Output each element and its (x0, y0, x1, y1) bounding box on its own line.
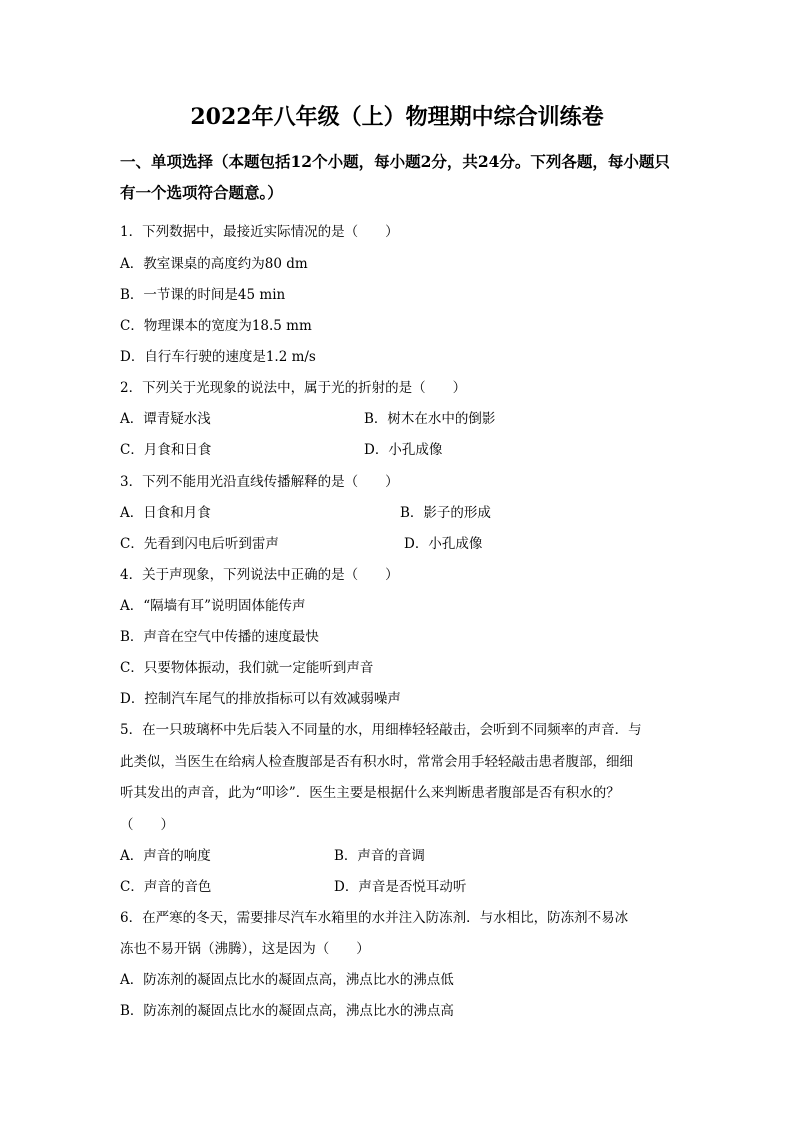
question-5-stem-line-4: （ ） (120, 817, 174, 833)
question-5-stem-line-3: 听其发出的声音，此为“叩诊”．医生主要是根据什么来判断患者腹部是否有积水的？ (120, 785, 620, 801)
question-1-option-c: C．物理课本的宽度为18.5 mm (120, 318, 312, 334)
question-1-option-d: D．自行车行驶的速度是1.2 m/s (120, 349, 316, 365)
question-1-stem: 1．下列数据中，最接近实际情况的是（ ） (120, 224, 399, 240)
question-3-stem: 3．下列不能用光沿直线传播解释的是（ ） (120, 474, 399, 490)
question-5-option-d: D．声音是否悦耳动听 (334, 879, 467, 895)
question-6-stem-line-1: 6．在严寒的冬天，需要排尽汽车水箱里的水并注入防冻剂．与水相比，防冻剂不易冰 (120, 910, 629, 926)
question-4-option-d: D．控制汽车尾气的排放指标可以有效减弱噪声 (120, 691, 401, 707)
question-5-option-a: A．声音的响度 (120, 848, 211, 864)
question-2-option-b: B．树木在水中的倒影 (364, 411, 496, 427)
question-2-stem: 2．下列关于光现象的说法中，属于光的折射的是（ ） (120, 380, 467, 396)
question-5-stem-line-1: 5．在一只玻璃杯中先后装入不同量的水，用细棒轻轻敲击，会听到不同频率的声音．与 (120, 722, 642, 738)
question-4-option-a: A．“隔墙有耳”说明固体能传声 (120, 598, 306, 614)
question-3-option-c: C．先看到闪电后听到雷声 (120, 536, 279, 552)
question-4-stem: 4．关于声现象，下列说法中正确的是（ ） (120, 567, 399, 583)
question-5-option-b: B．声音的音调 (334, 848, 425, 864)
section-heading: 一、单项选择（本题包括12个小题，每小题2分，共24分。下列各题，每小题只有一个选项符合题意。） (120, 152, 670, 202)
question-2-option-d: D．小孔成像 (364, 442, 443, 458)
question-6-option-a: A．防冻剂的凝固点比水的凝固点高，沸点比水的沸点低 (120, 972, 454, 988)
question-1-option-b: B．一节课的时间是45 min (120, 287, 286, 303)
question-4-option-b: B．声音在空气中传播的速度最快 (120, 629, 319, 645)
question-3-option-d: D．小孔成像 (404, 536, 483, 552)
question-1-option-a: A．教室课桌的高度约为80 dm (120, 256, 308, 272)
question-2-option-c: C．月食和日食 (120, 442, 212, 458)
question-5-option-c: C．声音的音色 (120, 879, 212, 895)
page-title: 2022年八年级（上）物理期中综合训练卷 (190, 104, 604, 130)
question-3-option-a: A．日食和月食 (120, 505, 211, 521)
question-6-stem-line-2: 冻也不易开锅（沸腾），这是因为（ ） (120, 941, 370, 957)
question-3-option-b: B．影子的形成 (400, 505, 491, 521)
question-4-option-c: C．只要物体振动，我们就一定能听到声音 (120, 660, 374, 676)
question-6-option-b: B．防冻剂的凝固点比水的凝固点高，沸点比水的沸点高 (120, 1003, 454, 1019)
question-5-stem-line-2: 此类似，当医生在给病人检查腹部是否有积水时，常常会用手轻轻敲击患者腹部，细细 (120, 754, 633, 770)
question-2-option-a: A．谭青疑水浅 (120, 411, 211, 427)
